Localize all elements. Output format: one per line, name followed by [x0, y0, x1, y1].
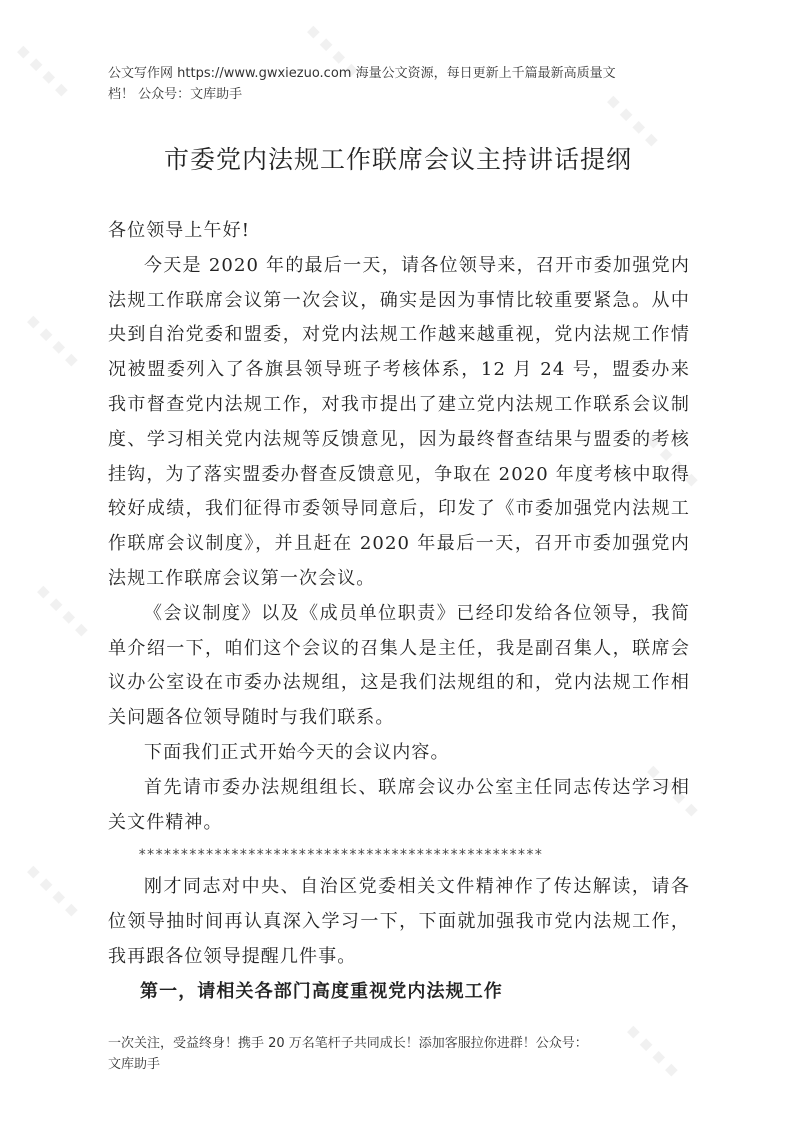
- paragraph-2: 《会议制度》以及《成员单位职责》已经印发给各位领导，我简单介绍一下，咱们这个会议的召集人是主任，我是副召集人，联席会议办公室设在市委办法规组，这是我们法规组的和，党内法规工作相关问题各位领导随时与我们联系。: [108, 602, 690, 729]
- greeting: 各位领导上午好!: [108, 220, 251, 241]
- footer-note: [108, 1033, 698, 1075]
- document-body: [108, 214, 690, 1010]
- footer-note-line2: 文库助手: [108, 1057, 161, 1072]
- header-note-line2: 档！ 公众号：文库助手: [108, 87, 243, 102]
- document-page: ▪ ▪ ▪ ▪ ▪ ▪ ▪ ▪ ▪ ▪ ▪ ▪ ▪ ▪ ▪ ▪ ▪ ▪ ▪ ▪ ▪ ▪ ▪ ▪ ▪ ▪ ▪ ▪ ▪ ▪ ▪ ▪ ▪ ▪ ▪ ▪ 公文写作网 https://www.gwxiezuo.com 海量公文资源，每日更新上千篇最新高质量文 档！ 公众号：文库助手 市委党内法规工作联席会议主持讲话提纲 各位领导上午好! 今天是 2020 年的最后一天，请各位领导来，召开市委加强党内法规工作联席会议第一次会议，确实是因为事情比较重要紧急。从中央到自治党委和盟委，对党内法规工作越来越重视，党内法规工作情况被盟委列入了各旗县领导班子考核体系，12 月 24 号，盟委办来我市督查党内法规工作，对我市提出了建立党内法规工作联系会议制度、学习相关党内法规等反馈意见，因为最终督查结果与盟委的考核挂钩，为了落实盟委办督查反馈意见，争取在 2020 年度考核中取得较好成绩，我们征得市委领导同意后，印发了《市委加强党内法规工作联席会议制度》，并且赶在 2020 年最后一天，召开市委加强党内法规工作联席会议第一次会议。 《会议制度》以及《成员单位职责》已经印发给各位领导，我简单介绍一下，咱们这个会议的召集人是主任，我是副召集人，联席会议办公室设在市委办法规组，这是我们法规组的和，党内法规工作相关问题各位领导随时与我们联系。 下面我们正式开始今天的会议内容。 首先请市委办法规组组长、联席会议办公室主任同志传达学习相关文件精神。 ************************************************ 刚才同志对中央、自治区党委相关文件精神作了传达解读，请各位领导抽时间再认真深入学习一下，下面就加强我市党内法规工作，我再跟各位领导提醒几件事。 第一，请相关各部门高度重视党内法规工作 一次关注，受益终身！携手 20 万名笔杆子共同成长！添加客服拉你进群！公众号： 文库助手: [12, 19, 704, 1082]
- header-note-line1: 公文写作网 https://www.gwxiezuo.com 海量公文资源，每日更新上千篇最新高质量文: [108, 66, 616, 81]
- header-note: [108, 63, 698, 105]
- section-heading: 第一，请相关各部门高度重视党内法规工作: [140, 980, 503, 1002]
- paragraph-5: 刚才同志对中央、自治区党委相关文件精神作了传达解读，请各位领导抽时间再认真深入学习一下，下面就加强我市党内法规工作，我再跟各位领导提醒几件事。: [108, 876, 690, 967]
- paragraph-3: 下面我们正式开始今天的会议内容。: [144, 741, 450, 763]
- document-title: 市委党内法规工作联席会议主持讲话提纲: [163, 145, 632, 174]
- paragraph-1: 今天是 2020 年的最后一天，请各位领导来，召开市委加强党内法规工作联席会议第一次会议，确实是因为事情比较重要紧急。从中央到自治党委和盟委，对党内法规工作越来越重视，党内法规工作情况被盟委列入了各旗县领导班子考核体系，12 月 24 号，盟委办来我市督查党内法规工作，对我市提出了建立党内法规工作联系会议制度、学习相关党内法规等反馈意见，因为最终督查结果与盟委的考核挂钩，为了落实盟委办督查反馈意见，争取在 2020 年度考核中取得较好成绩，我们征得市委领导同意后，印发了《市委加强党内法规工作联席会议制度》，并且赶在 2020 年最后一天，召开市委加强党内法规工作联席会议第一次会议。: [108, 254, 690, 589]
- footer-note-line1: 一次关注，受益终身！携手 20 万名笔杆子共同成长！添加客服拉你进群！公众号：: [108, 1036, 588, 1051]
- separator-line: ************************************************: [138, 847, 543, 864]
- paragraph-4: 首先请市委办法规组组长、联席会议办公室主任同志传达学习相关文件精神。: [108, 776, 690, 833]
